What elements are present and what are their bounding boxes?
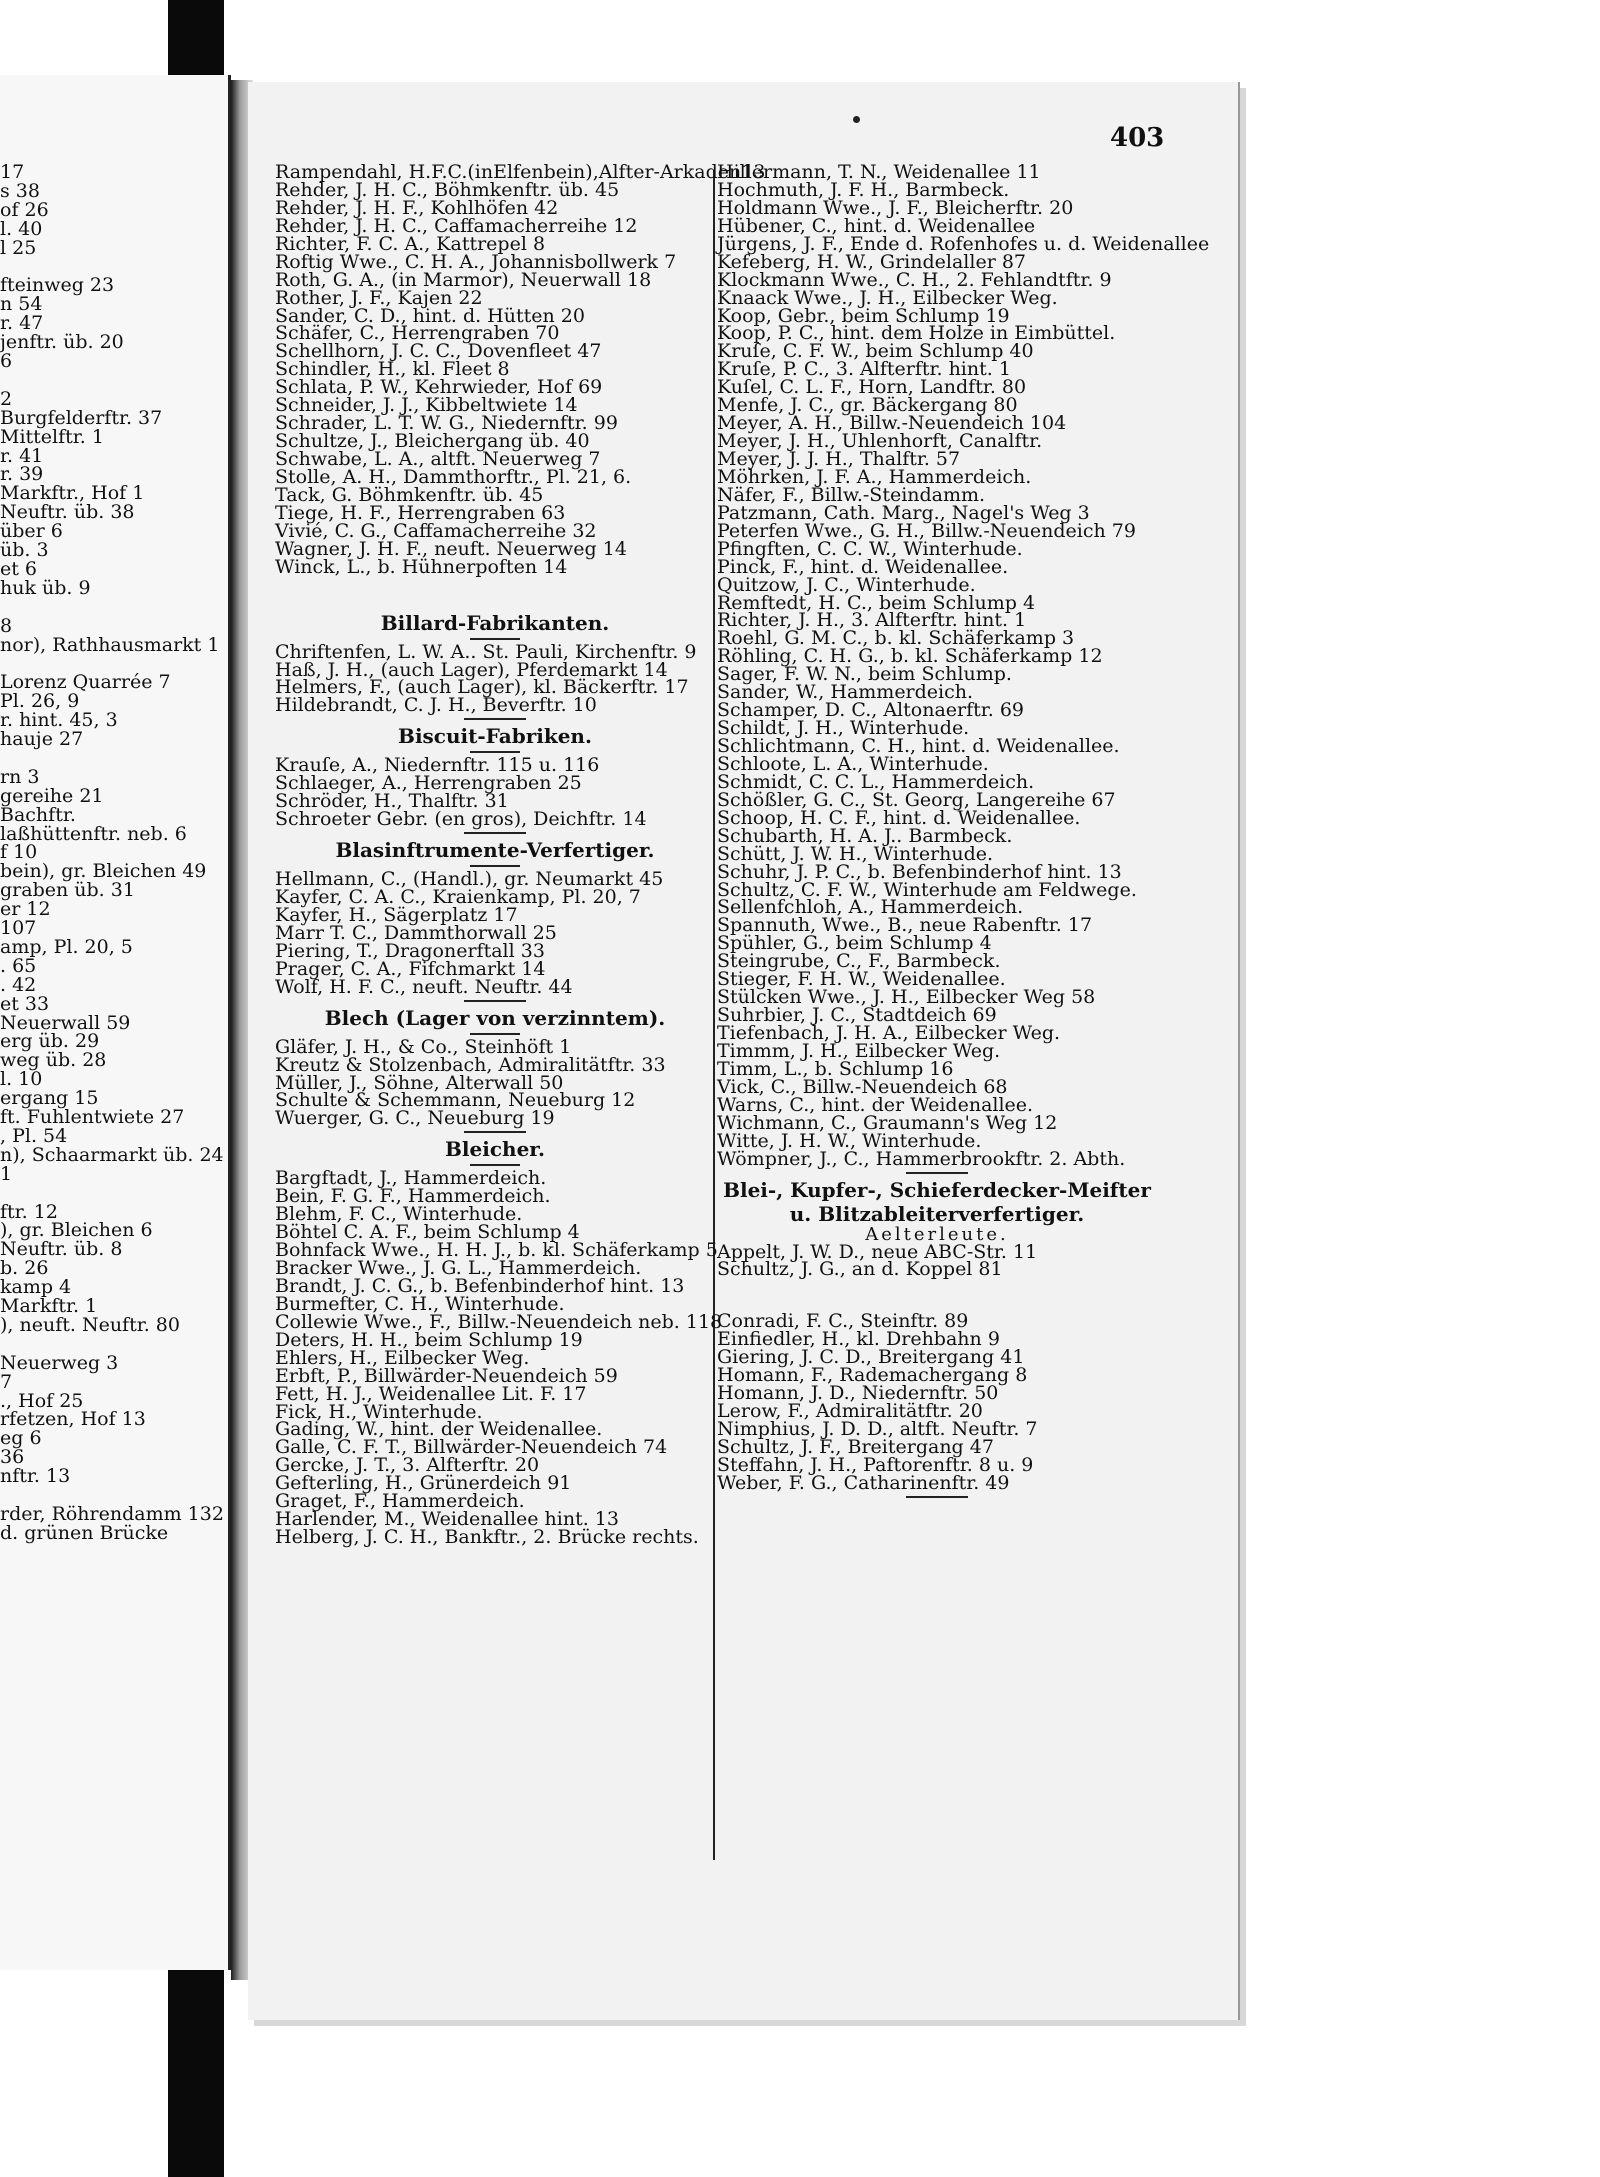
list-blech: [275, 1035, 715, 1130]
directory-entry: Gading, W., hint. der Weidenallee.: [275, 1418, 603, 1441]
directory-entry: Röhling, C. H. G., b. kl. Schäferkamp 12: [717, 645, 1103, 668]
directory-entry: Stülcken Wwe., J. H., Eilbecker Weg 58: [717, 986, 1096, 1009]
directory-entry: Sellenfchloh, A., Hammerdeich.: [717, 896, 1024, 919]
left-page-fragment: l. 40: [0, 217, 43, 240]
directory-entry: Krauſe, A., Niedernftr. 115 u. 116: [275, 754, 600, 777]
left-page-fragment: 17: [0, 161, 25, 183]
directory-entry: Chriftenfen, L. W. A.. St. Pauli, Kirchenftr. 9: [275, 640, 697, 663]
directory-entry: Fick, H., Winterhude.: [275, 1400, 483, 1423]
directory-entry: Graget, F., Hammerdeich.: [275, 1490, 525, 1513]
directory-entry: Tiefenbach, J. H. A., Eilbecker Weg.: [717, 1022, 1061, 1044]
directory-entry: Vivié, C. G., Caffamacherreihe 32: [275, 519, 597, 542]
left-page-fragment: f 10: [0, 841, 38, 864]
directory-entry: Einfiedler, H., kl. Drehbahn 9: [717, 1328, 1000, 1351]
directory-entry: Sander, W., Hammerdeich.: [717, 681, 974, 704]
directory-entry: Piering, T., Dragonerftall 33: [275, 939, 545, 962]
directory-entry: Hildebrandt, C. J. H., Beverftr. 10: [275, 694, 597, 717]
directory-entry: Tiege, H. F., Herrengraben 63: [275, 501, 566, 524]
directory-entry: Stolle, A. H., Dammthorftr., Pl. 21, 6.: [275, 465, 632, 488]
list-aelterleute: [717, 1240, 1157, 1281]
left-page-fragment: rfetzen, Hof 13: [0, 1408, 146, 1431]
directory-entry: Schultz, C. F. W., Winterhude am Feldwege.: [717, 878, 1137, 901]
directory-entry: Helmers, F., (auch Lager), kl. Bäckerftr. 17: [275, 676, 689, 699]
directory-entry: Wömpner, J., C., Hammerbrookftr. 2. Abth.: [717, 1147, 1126, 1170]
left-page-fragment: huk üb. 9: [0, 576, 91, 599]
left-page-fragment: s 38: [0, 179, 40, 202]
directory-entry: Roehl, G. M. C., b. kl. Schäferkamp 3: [717, 627, 1075, 650]
directory-entry: Kayfer, H., Sägerplatz 17: [275, 903, 518, 926]
left-page-fragment: fteinweg 23: [0, 274, 115, 297]
left-page-fragment: d. grünen Brücke: [0, 1521, 169, 1544]
directory-entry: Schultz, J. G., an d. Koppel 81: [717, 1258, 1003, 1281]
directory-entry: Marr T. C., Dammthorwall 25: [275, 921, 557, 944]
left-page-fragment: Neuftr. üb. 8: [0, 1238, 123, 1261]
left-page-fragment: ., Hof 25: [0, 1389, 84, 1412]
directory-entry: Schlata, P. W., Kehrwieder, Hof 69: [275, 376, 603, 399]
directory-entry: Weber, F. G., Catharinenftr. 49: [717, 1471, 1010, 1494]
directory-entry: Rehder, J. H. C., Caffamacherreihe 12: [275, 214, 638, 237]
directory-entry: Knaack Wwe., J. H., Eilbecker Weg.: [717, 286, 1058, 309]
left-page-fragment: laßhüttenftr. neb. 6: [0, 822, 187, 845]
left-page-fragment: of 26: [0, 198, 49, 221]
directory-entry: Blehm, F. C., Winterhude.: [275, 1203, 523, 1226]
left-page-fragment: 1: [0, 1162, 13, 1185]
directory-entry: Schwabe, L. A., altft. Neuerweg 7: [275, 448, 601, 470]
directory-entry: Näfer, F., Billw.-Steindamm.: [717, 483, 986, 506]
directory-entry: Sander, C. D., hint. d. Hütten 20: [275, 304, 585, 327]
directory-entry: Koop, Gebr., beim Schlump 19: [717, 304, 1010, 327]
directory-entry: Klockmann Wwe., C. H., 2. Fehlandtftr. 9: [717, 268, 1112, 291]
directory-entry: Pinck, F., hint. d. Weidenallee.: [717, 555, 1009, 578]
column-b: [717, 161, 1210, 1502]
left-page-fragment: über 6: [0, 520, 63, 543]
directory-entry: Möhrken, J. F. A., Hammerdeich.: [717, 465, 1032, 488]
list-top-a: [275, 161, 766, 578]
list-top-b: [717, 161, 1210, 1170]
left-page-fragment: r. 39: [0, 463, 44, 486]
directory-entry: Schindler, H., kl. Fleet 8: [275, 358, 510, 381]
directory-entry: Kruſe, P. C., 3. Alfterftr. hint. 1: [717, 358, 1011, 381]
left-page-fragment: ft. Fuhlentwiete 27: [0, 1106, 185, 1128]
left-page-fragment: 36: [0, 1446, 25, 1469]
directory-entry: Roftig Wwe., C. H. A., Johannisbollwerk 7: [275, 250, 677, 273]
directory-entry: Hochmuth, J. F. H., Barmbeck.: [717, 178, 1010, 201]
directory-entry: Timmm, J. H., Eilbecker Weg.: [717, 1039, 1001, 1062]
list-bleicher: [275, 1167, 723, 1549]
directory-entry: Winck, L., b. Hühnerpoften 14: [275, 555, 568, 578]
directory-entry: Schellhorn, J. C. C., Dovenfleet 47: [275, 340, 602, 363]
left-page-fragment: rder, Röhrendamm 132: [0, 1502, 224, 1525]
left-page-fragment: ftr. 12: [0, 1200, 58, 1223]
directory-entry: Steingrube, C., F., Barmbeck.: [717, 950, 1001, 973]
directory-entry: Meyer, A. H., Billw.-Neuendeich 104: [717, 412, 1067, 435]
directory-entry: Quitzow, J. C., Winterhude.: [717, 573, 976, 596]
directory-entry: Pfingften, C. C. W., Winterhude.: [717, 537, 1023, 560]
directory-entry: Gläfer, J. H., & Co., Steinhöft 1: [275, 1035, 572, 1058]
directory-entry: Vick, C., Billw.-Neuendeich 68: [717, 1075, 1008, 1098]
left-page-fragment: hauje 27: [0, 728, 84, 750]
page-number: 403: [1110, 123, 1165, 153]
left-page-fragment: Pl. 26, 9: [0, 690, 80, 713]
directory-entry: Schuhr, J. P. C., b. Befenbinderhof hint. 13: [717, 860, 1122, 883]
directory-entry: Spühler, G., beim Schlump 4: [717, 932, 992, 955]
left-page-fragment: n), Schaarmarkt üb. 24: [0, 1143, 224, 1166]
left-page-fragment: ), gr. Bleichen 6: [0, 1219, 153, 1242]
left-page-fragment: gereihe 21: [0, 784, 104, 807]
directory-entry: Peterfen Wwe., G. H., Billw.-Neuendeich 79: [717, 519, 1136, 542]
directory-entry: Helberg, J. C. H., Bankftr., 2. Brücke rechts.: [275, 1526, 699, 1549]
list-billard: [275, 640, 715, 717]
left-page-fragment: amp, Pl. 20, 5: [0, 935, 133, 958]
directory-entry: Rehder, J. H. F., Kohlhöfen 42: [275, 196, 559, 219]
left-page-fragment: Markftr., Hof 1: [0, 482, 145, 505]
directory-entry: Schäfer, C., Herrengraben 70: [275, 322, 560, 345]
left-page-fragment: et 33: [0, 992, 50, 1015]
directory-entry: Schloote, L. A., Winterhude.: [717, 752, 989, 775]
directory-entry: Schultz, J. F., Breitergang 47: [717, 1435, 994, 1458]
directory-entry: Schröder, H., Thalftr. 31: [275, 790, 509, 813]
directory-entry: Lerow, F., Admiralitätftr. 20: [717, 1400, 983, 1423]
directory-entry: Koop, P. C., hint. dem Holze in Eimbüttel.: [717, 322, 1116, 345]
directory-entry: Bargftadt, J., Hammerdeich.: [275, 1167, 547, 1190]
directory-entry: Bracker Wwe., J. G. L., Hammerdeich.: [275, 1257, 642, 1279]
directory-entry: Rehder, J. H. C., Böhmkenftr. üb. 45: [275, 178, 620, 201]
left-page-fragment: Neuftr. üb. 38: [0, 501, 135, 524]
directory-entry: Rampendahl, H.F.C.(inElfenbein),Alfter-Arkaden13: [275, 161, 766, 183]
left-page-fragment: erg üb. 29: [0, 1030, 100, 1053]
left-page-fragment: bein), gr. Bleichen 49: [0, 860, 207, 883]
left-page-fragment: Lorenz Quarrée 7: [0, 671, 171, 694]
directory-entry: Nimphius, J. D. D., altft. Neuftr. 7: [717, 1418, 1038, 1440]
left-page-fragment: 6: [0, 350, 13, 372]
directory-entry: Appelt, J. W. D., neue ABC-Str. 11: [717, 1240, 1038, 1263]
left-page-fragment: l. 10: [0, 1068, 43, 1091]
aelterleute-label: Aelterleute.: [865, 1223, 1009, 1245]
directory-entry: Deters, H. H., beim Schlump 19: [275, 1328, 583, 1351]
directory-entry: Kruſe, C. F. W., beim Schlump 40: [717, 340, 1034, 363]
left-page-fragment: et 6: [0, 557, 38, 580]
heading-blech: Blech (Lager von verzinntem).: [324, 1005, 666, 1030]
list-meister: [717, 1310, 1157, 1494]
directory-entry: Jürgens, J. F., Ende d. Rofenhofes u. d. Weidenallee: [717, 232, 1210, 255]
left-page-fragment: . 42: [0, 973, 37, 996]
left-page-fragment: kamp 4: [0, 1276, 72, 1299]
directory-entry: Kayfer, C. A. C., Kraienkamp, Pl. 20, 7: [275, 886, 641, 908]
left-page-fragment: Neuerweg 3: [0, 1351, 119, 1374]
directory-entry: Kreutz & Stolzenbach, Admiralitätftr. 33: [275, 1053, 666, 1076]
heading-biscuit: Biscuit-Fabriken.: [398, 724, 592, 749]
left-page-fragment: nftr. 13: [0, 1465, 71, 1488]
directory-entry: Schmidt, C. C. L., Hammerdeich.: [717, 770, 1035, 793]
directory-entry: Collewie Wwe., F., Billw.-Neuendeich neb. 118: [275, 1310, 723, 1333]
directory-entry: Wolf, H. F. C., neuft. Neuftr. 44: [275, 975, 573, 998]
left-page-fragment: ergang 15: [0, 1087, 99, 1110]
directory-entry: Kefeberg, H. W., Grindelaller 87: [717, 250, 1026, 273]
directory-entry: Schößler, G. C., St. Georg, Langereihe 67: [717, 788, 1116, 811]
directory-entry: Homann, F., Rademachergang 8: [717, 1364, 1028, 1387]
left-page-fragment: b. 26: [0, 1257, 49, 1280]
left-page-fragment: weg üb. 28: [0, 1049, 107, 1072]
left-page-fragment: . 65: [0, 954, 37, 977]
directory-entry: Prager, C. A., Fifchmarkt 14: [275, 957, 546, 980]
directory-entry: Homann, J. D., Niedernftr. 50: [717, 1382, 999, 1405]
list-biscuit: [275, 754, 715, 831]
directory-entry: Stieger, F. H. W., Weidenallee.: [717, 968, 1006, 991]
left-page-fragment: ), neuft. Neuftr. 80: [0, 1313, 180, 1336]
directory-entry: Sager, F. W. N., beim Schlump.: [717, 663, 1012, 686]
directory-entry: Galle, C. F. T., Billwärder-Neuendeich 74: [275, 1436, 668, 1459]
directory-entry: Schrader, L. T. W. G., Niedernftr. 99: [275, 412, 618, 435]
column-a: [275, 161, 766, 1549]
directory-entry: Hillermann, T. N., Weidenallee 11: [717, 161, 1041, 183]
directory-entry: Böhtel C. A. F., beim Schlump 4: [275, 1221, 580, 1244]
directory-entry: Roth, G. A., (in Marmor), Neuerwall 18: [275, 268, 652, 291]
directory-entry: Ehlers, H., Eilbecker Weg.: [275, 1346, 530, 1369]
directory-entry: Wichmann, C., Graumann's Weg 12: [717, 1111, 1058, 1134]
directory-entry: Burmefter, C. H., Winterhude.: [275, 1292, 565, 1315]
directory-entry: Steffahn, J. H., Paftorenftr. 8 u. 9: [717, 1453, 1034, 1476]
directory-entry: Schütt, J. W. H., Winterhude.: [717, 842, 994, 865]
left-page-fragment: l 25: [0, 236, 37, 259]
directory-entry: Timm, L., b. Schlump 16: [717, 1057, 954, 1080]
directory-entry: Schildt, J. H., Winterhude.: [717, 717, 970, 740]
directory-entry: Brandt, J. C. G., b. Befenbinderhof hint. 13: [275, 1274, 685, 1297]
directory-entry: Schroeter Gebr. (en gros), Deichftr. 14: [275, 808, 647, 831]
left-page-fragment: 2: [0, 387, 13, 410]
left-page-fragment: n 54: [0, 293, 43, 316]
directory-entry: Gercke, J. T., 3. Alfterftr. 20: [275, 1454, 540, 1477]
directory-entry: Schlaeger, A., Herrengraben 25: [275, 772, 582, 795]
directory-entry: Richter, J. H., 3. Alfterftr. hint. 1: [717, 609, 1027, 632]
directory-entry: Schulte & Schemmann, Neueburg 12: [275, 1089, 636, 1112]
directory-entry: Remftedt, H. C., beim Schlump 4: [717, 591, 1036, 614]
print-dot: [853, 116, 860, 123]
directory-entry: Giering, J. C. D., Breitergang 41: [717, 1346, 1025, 1369]
directory-entry: Rother, J. F., Kajen 22: [275, 286, 483, 309]
left-page-fragment: 8: [0, 614, 13, 637]
directory-entry: Schamper, D. C., Altonaerftr. 69: [717, 699, 1025, 722]
left-page-fragment: graben üb. 31: [0, 879, 135, 902]
directory-entry: Schlichtmann, C. H., hint. d. Weidenallee.: [717, 735, 1120, 757]
directory-entry: Harlender, M., Weidenallee hint. 13: [275, 1508, 619, 1531]
directory-entry: Menfe, J. C., gr. Bäckergang 80: [717, 394, 1018, 417]
list-blasinstrumente: [275, 868, 715, 998]
heading-blei-1: Blei-, Kupfer-, Schieferdecker-Meifter: [723, 1177, 1151, 1202]
left-page-fragment: r. 41: [0, 444, 44, 467]
left-page-fragment: Bachftr.: [0, 803, 76, 826]
left-page-fragment: 107: [0, 917, 37, 939]
left-page-fragment: nor), Rathhausmarkt 1: [0, 633, 220, 656]
directory-entry: Suhrbier, J. C., Stadtdeich 69: [717, 1004, 997, 1027]
directory-entry: Bohnfack Wwe., H. H. J., b. kl. Schäferkamp 5: [275, 1239, 718, 1262]
directory-entry: Meyer, J. J. H., Thalftr. 57: [717, 448, 961, 470]
heading-billard: Billard-Fabrikanten.: [380, 610, 610, 635]
directory-entry: Holdmann Wwe., J. F., Bleicherftr. 20: [717, 196, 1074, 219]
directory-entry: Schubarth, H. A. J.. Barmbeck.: [717, 824, 1013, 847]
directory-entry: Tack, G. Böhmkenftr. üb. 45: [275, 483, 544, 506]
directory-entry: Fett, H. J., Weidenallee Lit. F. 17: [275, 1382, 587, 1405]
directory-entry: Gefterling, H., Grünerdeich 91: [275, 1472, 572, 1495]
left-page-fragment: rn 3: [0, 765, 40, 788]
directory-entry: Spannuth, Wwe., B., neue Rabenftr. 17: [717, 914, 1093, 937]
heading-blasinstrumente: Blasinftrumente-Verfertiger.: [335, 838, 655, 863]
directory-entry: Erbft, P., Billwärder-Neuendeich 59: [275, 1364, 618, 1387]
directory-entry: Haß, J. H., (auch Lager), Pferdemarkt 14: [275, 658, 668, 681]
directory-entry: Meyer, J. H., Uhlenhorft, Canalftr.: [717, 430, 1043, 453]
directory-entry: Witte, J. H. W., Winterhude.: [717, 1129, 982, 1152]
left-page-fragment: Mittelftr. 1: [0, 425, 104, 448]
directory-entry: Bein, F. G. F., Hammerdeich.: [275, 1185, 551, 1208]
directory-entry: Schneider, J. J., Kibbeltwiete 14: [275, 394, 578, 417]
left-page-fragment: r. hint. 45, 3: [0, 709, 118, 732]
directory-entry: Conradi, F. C., Steinftr. 89: [717, 1310, 969, 1333]
heading-blei-2: u. Blitzableiterverfertiger.: [789, 1201, 1085, 1226]
directory-entry: Schoop, H. C. F., hint. d. Weidenallee.: [717, 806, 1081, 829]
directory-entry: Richter, F. C. A., Kattrepel 8: [275, 232, 546, 255]
directory-entry: Warns, C., hint. der Weidenallee.: [717, 1093, 1034, 1116]
directory-entry: Kuſel, C. L. F., Horn, Landftr. 80: [717, 376, 1027, 399]
left-page-fragment: jenftr. üb. 20: [0, 331, 124, 354]
left-page-fragment: 7: [0, 1370, 13, 1393]
directory-entry: Hübener, C., hint. d. Weidenallee: [717, 214, 1036, 237]
left-page-fragment: , Pl. 54: [0, 1124, 68, 1147]
heading-bleicher: Bleicher.: [445, 1137, 545, 1162]
directory-entry: Müller, J., Söhne, Alterwall 50: [275, 1071, 564, 1094]
directory-entry: Patzmann, Cath. Marg., Nagel's Weg 3: [717, 501, 1090, 524]
left-page: [0, 75, 231, 1970]
left-page-fragment: eg 6: [0, 1427, 42, 1450]
left-page-fragment: Burgfelderftr. 37: [0, 406, 163, 429]
left-page-fragment: Markftr. 1: [0, 1295, 98, 1317]
left-page-fragment: r. 47: [0, 312, 44, 335]
directory-entry: Hellmann, C., (Handl.), gr. Neumarkt 45: [275, 868, 664, 891]
directory-entry: Wuerger, G. C., Neueburg 19: [275, 1107, 555, 1130]
left-page-fragment: Neuerwall 59: [0, 1011, 131, 1034]
directory-entry: Schultze, J., Bleichergang üb. 40: [275, 430, 590, 453]
left-page-fragment: üb. 3: [0, 539, 49, 561]
left-page-fragment: er 12: [0, 898, 51, 921]
directory-entry: Wagner, J. H. F., neuft. Neuerweg 14: [275, 537, 627, 560]
